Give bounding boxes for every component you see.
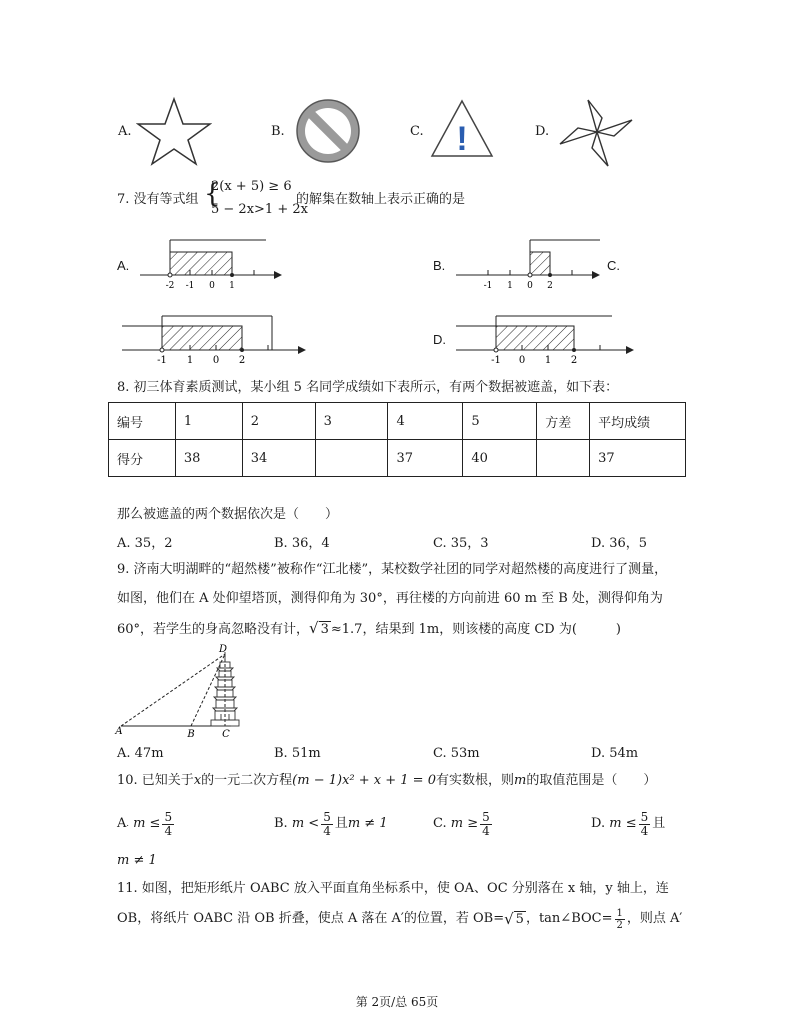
q6-option-c-label: C. — [410, 124, 424, 139]
q8-option-d: D. 36，5 — [591, 536, 648, 551]
table-cell: 得分 — [109, 440, 176, 477]
star-icon — [136, 96, 212, 166]
svg-text:0: 0 — [209, 281, 215, 291]
q9-option-d: D. 54m — [591, 746, 639, 761]
q11-line-1: 11. 如图，把矩形纸片 OABC 放入平面直角坐标系中，使 OA、OC 分别落在 x 轴，y 轴上，连 — [117, 881, 669, 896]
q7-system-line-1: 2(x + 5) ≥ 6 — [211, 179, 292, 194]
table-cell — [315, 440, 388, 477]
svg-text:B: B — [187, 729, 195, 740]
table-cell — [537, 440, 590, 477]
q10-option-d-continuation: m ≠ 1 — [117, 853, 157, 868]
table-cell: 编号 — [109, 403, 176, 440]
svg-text:1: 1 — [186, 355, 194, 366]
svg-text:-2: -2 — [165, 281, 175, 291]
q9-option-c: C. 53m — [433, 746, 480, 761]
table-cell: 平均成绩 — [590, 403, 686, 440]
q9-line-1: 9. 济南大明湖畔的“超然楼”被称作“江北楼”，某校数学社团的同学对超然楼的高度进行了测量， — [117, 562, 668, 577]
svg-text:2: 2 — [570, 355, 578, 366]
q10-option-d: D. m ≤ $\frac{5}{4}$ 且 — [591, 809, 666, 838]
page-footer: 第 2页/总 65页 — [355, 995, 439, 1009]
q10-option-a: A . m ≤ $\frac{5}{4}$ — [117, 809, 173, 838]
q8-option-a: A. 35，2 — [117, 536, 173, 551]
q6-option-a-label: A. — [118, 124, 132, 139]
q8-option-c: C. 35，3 — [433, 536, 489, 551]
svg-text:1: 1 — [229, 281, 235, 291]
table-cell: 34 — [242, 440, 315, 477]
q7-option-c-label: C. — [607, 258, 620, 273]
svg-text:-1: -1 — [491, 355, 501, 366]
q7-option-a-label: A. — [117, 258, 130, 273]
table-cell: 1 — [175, 403, 242, 440]
q6-option-b-label: B. — [271, 124, 285, 139]
table-cell: 方差 — [537, 403, 590, 440]
svg-text:1: 1 — [544, 355, 552, 366]
q7-number-line-c — [118, 312, 308, 368]
q9-option-a: A. 47m — [117, 746, 164, 761]
q8-question: 那么被遮盖的两个数据依次是（ ） — [117, 507, 339, 522]
svg-text:0: 0 — [518, 355, 526, 366]
q10-option-c: C. m ≥ $\frac{5}{4}$ — [433, 809, 490, 838]
q6-option-d-label: D. — [535, 124, 550, 139]
exclamation-mark: ! — [456, 120, 468, 158]
table-row — [109, 440, 686, 477]
table-header-row — [109, 403, 686, 440]
svg-text:-1: -1 — [157, 355, 167, 366]
q7-stem-suffix: 的解集在数轴上表示正确的是 — [296, 192, 466, 207]
q11-line-2: OB，将纸片 OABC 沿 OB 折叠，使点 A 落在 A′的位置，若 OB= √ 5 ，tan∠BOC= $\frac{1}{2}$ ，则点 A′ — [117, 907, 683, 931]
warning-triangle-icon — [429, 98, 495, 160]
q7-number-line-a — [136, 234, 284, 294]
q7-brace: { — [204, 179, 221, 209]
svg-text:-1: -1 — [483, 281, 493, 291]
table-cell: 3 — [315, 403, 388, 440]
q8-option-b: B. 36，4 — [274, 536, 330, 551]
table-cell: 37 — [388, 440, 463, 477]
table-cell: 40 — [463, 440, 537, 477]
table-cell: 2 — [242, 403, 315, 440]
svg-text:A: A — [115, 726, 123, 737]
svg-text:D: D — [218, 644, 228, 655]
table-cell: 38 — [175, 440, 242, 477]
q7-stem-prefix: 7. 没有等式组 — [117, 192, 199, 207]
q8-stem: 8. 初三体育素质测试，某小组 5 名同学成绩如下表所示，有两个数据被遮盖，如下表： — [117, 380, 619, 395]
pinwheel-icon — [556, 94, 638, 172]
svg-text:0: 0 — [212, 355, 220, 366]
q7-option-b-label: B. — [433, 258, 446, 273]
q9-tower-figure — [113, 642, 248, 740]
q10-stem: 10. 已知关于x的一元二次方程(m − 1)x² + x + 1 = 0有实数根，则m的取值范围是（ ） — [117, 773, 657, 788]
q7-number-line-b — [452, 234, 602, 294]
svg-text:-1: -1 — [185, 281, 195, 291]
no-entry-sign-icon — [294, 97, 362, 165]
svg-text:2: 2 — [238, 355, 246, 366]
q9-line-3: 60°，若学生的身高忽略没有计，√ 3 ≈1.7，结果到 1m，则该楼的高度 CD 为( ) — [117, 619, 621, 637]
svg-text:1: 1 — [507, 281, 513, 291]
q7-number-line-d — [452, 312, 636, 368]
q8-score-table — [108, 402, 686, 477]
table-cell: 37 — [590, 440, 686, 477]
q7-option-d-label: D. — [433, 332, 446, 347]
svg-text:2: 2 — [547, 281, 553, 291]
svg-text:C: C — [222, 729, 230, 740]
table-cell: 5 — [463, 403, 537, 440]
q9-line-2: 如图，他们在 A 处仰望塔顶，测得仰角为 30°，再往楼的方向前进 60 m 至 B 处，测得仰角为 — [117, 591, 663, 606]
q9-option-b: B. 51m — [274, 746, 321, 761]
svg-text:0: 0 — [527, 281, 533, 291]
table-cell: 4 — [388, 403, 463, 440]
q10-option-b: B. m < $\frac{5}{4}$ 且 m ≠ 1 — [274, 809, 388, 838]
q7-system-line-2: 5 − 2x>1 + 2x — [211, 202, 308, 217]
